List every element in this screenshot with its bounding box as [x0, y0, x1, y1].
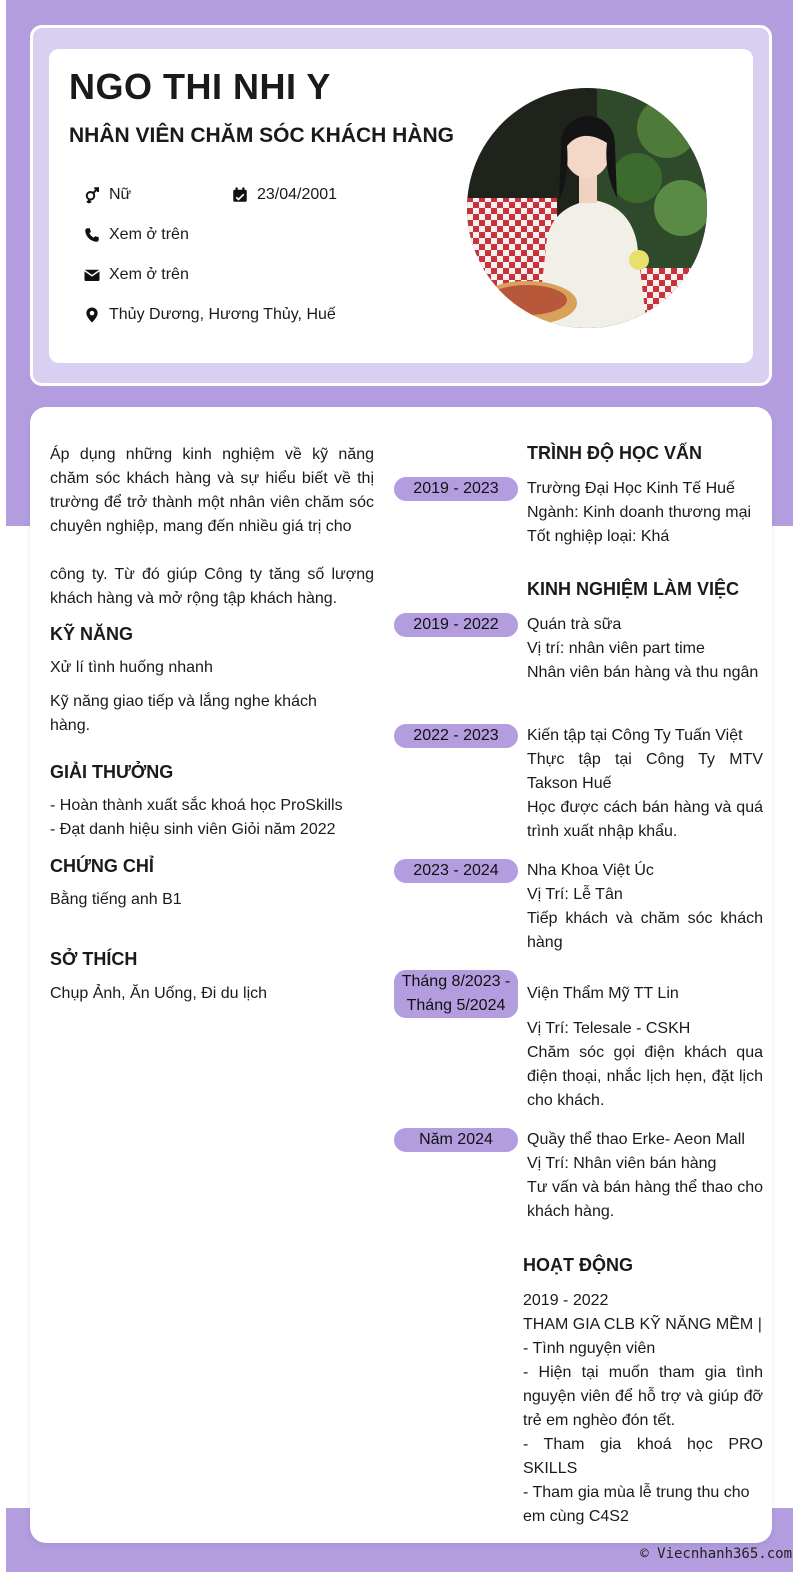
experience-period-badge: Năm 2024 [394, 1128, 518, 1152]
experience-detail: Vị Trí: Lễ Tân [527, 886, 623, 903]
activities-period: 2019 - 2022 [523, 1292, 609, 1309]
avatar [467, 88, 707, 328]
gender-row [83, 186, 131, 204]
birthday-row [231, 186, 337, 204]
skill-item: Kỹ năng giao tiếp và lắng nghe khách hàng. [50, 693, 317, 734]
education-heading: TRÌNH ĐỘ HỌC VẤN [527, 443, 702, 463]
activities-detail: - Hiện tại muốn tham gia tình nguyện viên để hỗ trợ và giúp đỡ trẻ em nghèo đón tết. [523, 1364, 763, 1429]
experience-period-badge: Tháng 8/2023 - Tháng 5/2024 [394, 970, 518, 1018]
address-row [83, 306, 336, 324]
skill-item: Xử lí tình huống nhanh [50, 659, 213, 676]
envelope-icon [83, 266, 101, 284]
experience-heading: KINH NGHIỆM LÀM VIỆC [527, 579, 740, 599]
activities-org: THAM GIA CLB KỸ NĂNG MỀM | - Tình nguyện viên [523, 1316, 762, 1357]
gender-value: Nữ [109, 186, 132, 203]
experience-detail: Tư vấn và bán hàng thể thao cho khách hàng. [527, 1179, 763, 1220]
award-item: - Đạt danh hiệu sinh viên Giỏi năm 2022 [50, 821, 336, 838]
address-value: Thủy Dương, Hương Thủy, Huế [109, 306, 336, 323]
job-title: NHÂN VIÊN CHĂM SÓC KHÁCH HÀNG [69, 124, 455, 147]
experience-detail: Nhân viên bán hàng và thu ngân [527, 664, 759, 681]
phone-icon [83, 226, 101, 244]
email-row [83, 266, 189, 284]
experience-detail: Vị Trí: Nhân viên bán hàng [527, 1155, 717, 1172]
experience-company: Viện Thẩm Mỹ TT Lin [527, 985, 679, 1002]
experience-company: Quán trà sữa [527, 616, 622, 633]
experience-period-badge: 2019 - 2022 [394, 613, 518, 637]
career-objective-part1: Áp dụng những kinh nghiệm về kỹ năng chăm sóc khách hàng và sự hiểu biết về thị trường để trở thành một nhân viên chăm sóc chuyên nghiệp, mang đến nhiều giá trị cho [50, 446, 374, 535]
awards-heading: GIẢI THƯỞNG [50, 762, 174, 782]
candidate-name: NGO THI NHI Y [69, 66, 331, 107]
education-period-badge: 2019 - 2023 [394, 477, 518, 501]
certificate-item: Bằng tiếng anh B1 [50, 891, 182, 908]
experience-period-badge: 2023 - 2024 [394, 859, 518, 883]
activities-detail: - Tham gia khoá học PRO SKILLS [523, 1436, 763, 1477]
phone-value: Xem ở trên [109, 226, 189, 243]
skills-heading: KỸ NĂNG [50, 624, 134, 644]
career-objective-part2: công ty. Từ đó giúp Công ty tăng số lượng khách hàng và mở rộng tập khách hàng. [50, 566, 374, 607]
experience-detail: Vị Trí: Telesale - CSKH [527, 1020, 691, 1037]
experience-company: Nha Khoa Việt Úc [527, 862, 654, 879]
hobbies-text: Chụp Ảnh, Ăn Uống, Đi du lịch [50, 985, 268, 1002]
profile-photo [467, 88, 707, 328]
location-pin-icon [83, 306, 101, 324]
award-item: - Hoàn thành xuất sắc khoá học ProSkills [50, 797, 343, 814]
gender-icon [83, 186, 101, 204]
phone-row [83, 226, 189, 244]
experience-detail: Học được cách bán hàng và quá trình xuất nhập khẩu. [527, 799, 763, 840]
education-grade: Tốt nghiệp loại: Khá [527, 528, 670, 545]
experience-company: Kiến tập tại Công Ty Tuấn Việt [527, 727, 743, 744]
calendar-icon [231, 186, 249, 204]
education-major: Ngành: Kinh doanh thương mại [527, 504, 752, 521]
experience-detail: Tiếp khách và chăm sóc khách hàng [527, 910, 763, 951]
experience-detail: Vị trí: nhân viên part time [527, 640, 705, 657]
experience-period-badge: 2022 - 2023 [394, 724, 518, 748]
hobbies-heading: SỞ THÍCH [50, 949, 138, 969]
birthday-value: 23/04/2001 [257, 186, 338, 203]
experience-company: Quầy thể thao Erke- Aeon Mall [527, 1131, 745, 1148]
certificates-heading: CHỨNG CHỈ [50, 856, 154, 876]
activities-detail: - Tham gia mùa lễ trung thu cho em cùng C4S2 [523, 1484, 750, 1525]
activities-heading: HOẠT ĐỘNG [523, 1255, 633, 1275]
footer-copyright: © Viecnhanh365.com [640, 1546, 792, 1562]
experience-detail: Thực tập tại Công Ty MTV Takson Huế [527, 751, 763, 792]
education-school: Trường Đại Học Kinh Tế Huế [527, 480, 735, 497]
experience-detail: Chăm sóc gọi điện khách qua điện thoại, nhắc lịch hẹn, đặt lịch cho khách. [527, 1044, 763, 1109]
email-value: Xem ở trên [109, 266, 189, 283]
